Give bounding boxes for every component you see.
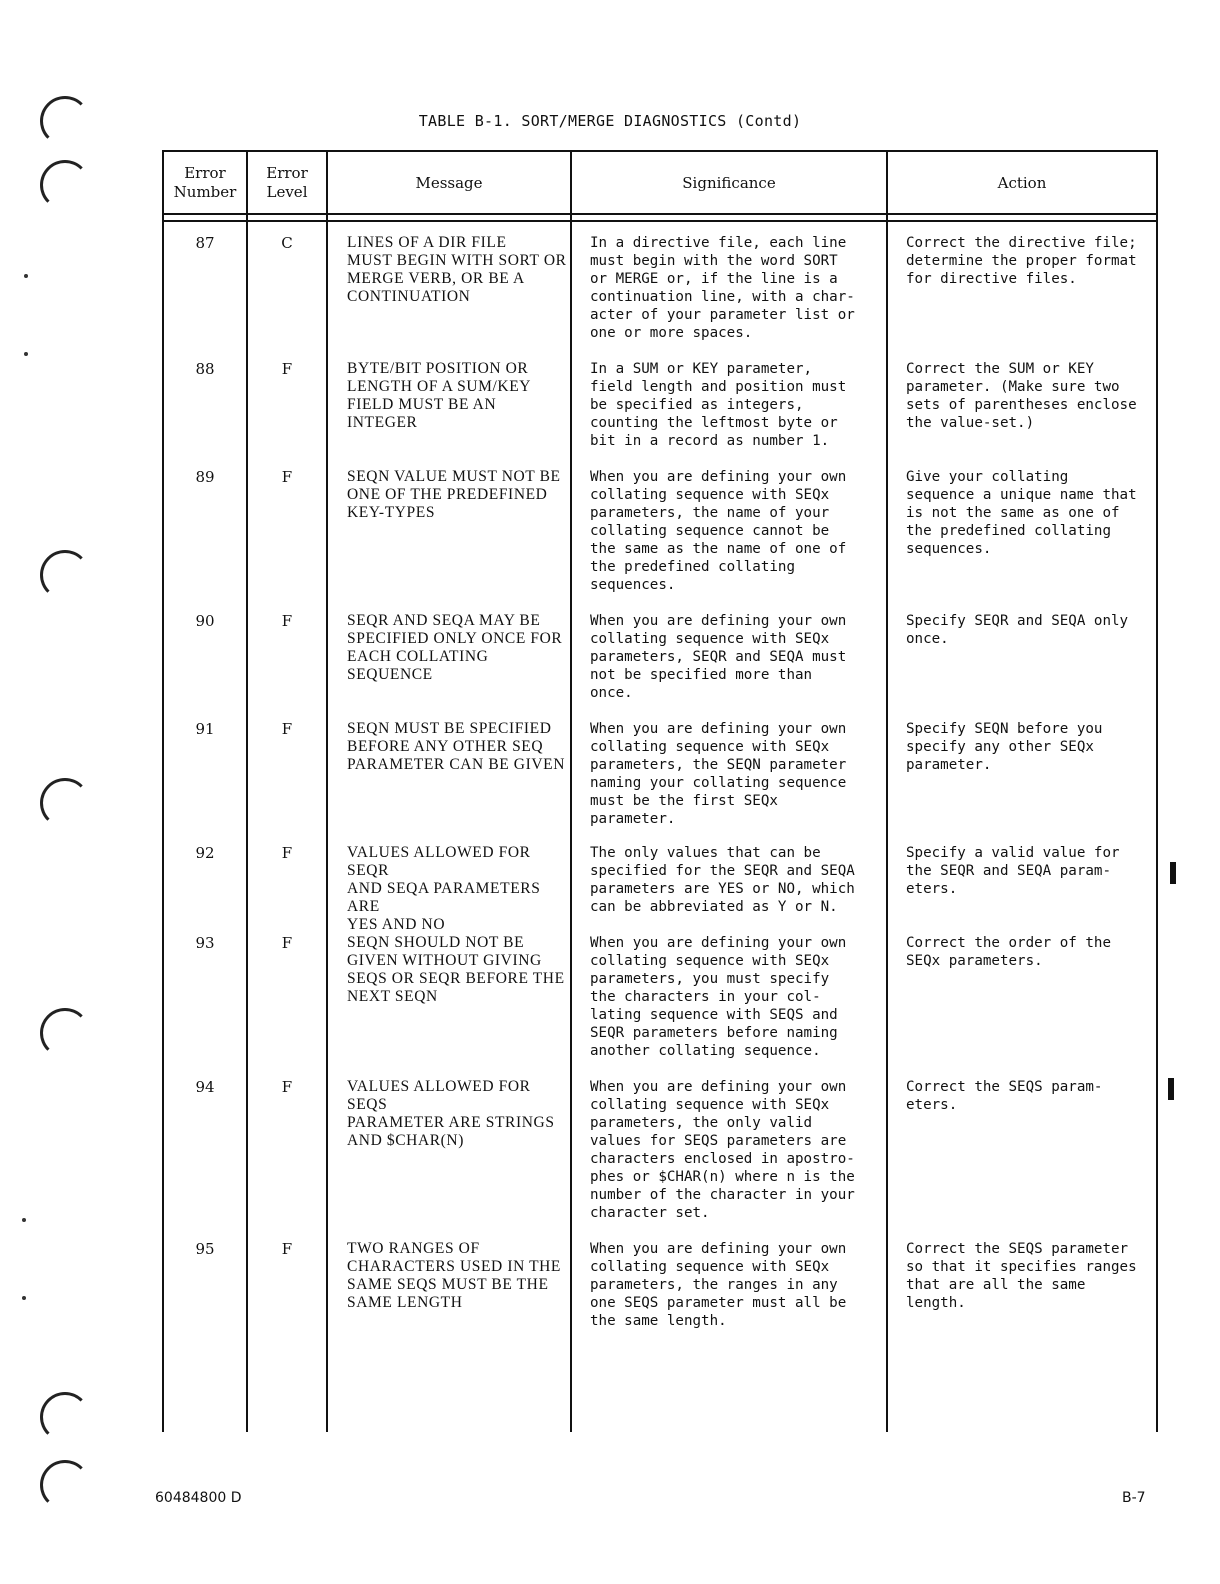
header-significance: Significance (682, 173, 776, 192)
error-message: SEQN SHOULD NOT BE GIVEN WITHOUT GIVING SEQS OR SEQR BEFORE THE NEXT SEQN (347, 934, 565, 1005)
table-title: TABLE B-1. SORT/MERGE DIAGNOSTICS (Contd) (418, 112, 802, 130)
error-significance: In a directive file, each line must begin with the word SORT or MERGE or, if the line is a continuation line, with a char- acter of your parameter list or one or more spaces. (590, 235, 855, 341)
error-number: 90 (195, 612, 215, 630)
change-bar (1170, 862, 1176, 884)
error-level: F (281, 720, 293, 738)
error-level: C (281, 234, 293, 252)
header-action: Action (997, 173, 1047, 192)
error-significance: In a SUM or KEY parameter, field length and position must be specified as integers, counting the leftmost byte or bit in a record as number 1. (590, 361, 847, 449)
error-number: 92 (195, 844, 215, 862)
publication-number: 60484800 D (155, 1490, 242, 1506)
error-level: F (281, 612, 293, 630)
error-significance: When you are defining your own collating sequence with SEQx parameters, the ranges in any one SEQS parameter must all be the same length. (590, 1241, 847, 1329)
scan-dot (22, 1218, 26, 1222)
error-action: Specify a valid value for the SEQR and SEQA param- eters. (906, 845, 1120, 897)
error-action: Correct the SEQS param- eters. (906, 1079, 1103, 1113)
error-action: Specify SEQR and SEQA only once. (906, 613, 1129, 647)
error-message: SEQN MUST BE SPECIFIED BEFORE ANY OTHER SEQ PARAMETER CAN BE GIVEN (347, 720, 566, 773)
error-action: Give your collating sequence a unique name that is not the same as one of the predefined collating sequences. (906, 469, 1137, 557)
change-bar (1168, 1078, 1174, 1100)
header-error-number: Error Number (173, 164, 237, 201)
error-significance: The only values that can be specified for the SEQR and SEQA parameters are YES or NO, which can be abbreviated as Y or N. (590, 845, 855, 915)
error-level: F (281, 1078, 293, 1096)
scan-dot (22, 1296, 26, 1300)
error-number: 93 (195, 934, 215, 952)
error-significance: When you are defining your own collating sequence with SEQx parameters, SEQR and SEQA must not be specified more than once. (590, 613, 847, 701)
column-divider (1156, 150, 1158, 1432)
punch-hole (40, 778, 90, 828)
error-message: VALUES ALLOWED FOR SEQS PARAMETER ARE STRINGS AND $CHAR(N) (347, 1078, 555, 1149)
error-action: Specify SEQN before you specify any other SEQx parameter. (906, 721, 1103, 773)
error-number: 95 (195, 1240, 215, 1258)
error-level: F (281, 1240, 293, 1258)
error-level: F (281, 934, 293, 952)
punch-hole (40, 1460, 90, 1510)
page-number: B-7 (1122, 1490, 1146, 1506)
error-message: TWO RANGES OF CHARACTERS USED IN THE SAME SEQS MUST BE THE SAME LENGTH (347, 1240, 561, 1311)
header-rule-double (162, 220, 1158, 222)
error-number: 88 (195, 360, 215, 378)
column-divider (570, 150, 572, 1432)
error-message: VALUES ALLOWED FOR SEQR AND SEQA PARAMETERS ARE YES AND NO (347, 844, 541, 933)
error-message: BYTE/BIT POSITION OR LENGTH OF A SUM/KEY FIELD MUST BE AN INTEGER (347, 360, 532, 431)
header-error-level: Error Level (266, 164, 308, 201)
error-action: Correct the SUM or KEY parameter. (Make sure two sets of parentheses enclose the value-set.) (906, 361, 1137, 431)
error-action: Correct the order of the SEQx parameters. (906, 935, 1111, 969)
table-top-border (162, 150, 1158, 152)
error-significance: When you are defining your own collating sequence with SEQx parameters, the SEQN parameter naming your collating sequence must be the first SEQx parameter. (590, 721, 847, 827)
header-message: Message (415, 173, 483, 192)
error-significance: When you are defining your own collating sequence with SEQx parameters, the only valid values for SEQS parameters are characters enclosed in apostro- phes or $CHAR(n) where n is the number of the character in your character set. (590, 1079, 855, 1221)
column-divider (326, 150, 328, 1432)
error-message: SEQN VALUE MUST NOT BE ONE OF THE PREDEFINED KEY-TYPES (347, 468, 561, 521)
error-level: F (281, 468, 293, 486)
header-rule (162, 213, 1158, 215)
error-action: Correct the SEQS parameter so that it specifies ranges that are all the same length. (906, 1241, 1137, 1311)
diagnostics-table (162, 150, 1158, 1432)
error-number: 87 (195, 234, 215, 252)
error-action: Correct the directive file; determine the proper format for directive files. (906, 235, 1137, 287)
punch-hole (40, 1392, 90, 1442)
error-number: 94 (195, 1078, 215, 1096)
error-message: LINES OF A DIR FILE MUST BEGIN WITH SORT OR MERGE VERB, OR BE A CONTINUATION (347, 234, 567, 305)
scan-dot (24, 352, 28, 356)
punch-hole (40, 1008, 90, 1058)
error-level: F (281, 844, 293, 862)
scan-dot (24, 274, 28, 278)
punch-hole (40, 550, 90, 600)
error-number: 91 (195, 720, 215, 738)
error-message: SEQR AND SEQA MAY BE SPECIFIED ONLY ONCE FOR EACH COLLATING SEQUENCE (347, 612, 563, 683)
error-significance: When you are defining your own collating sequence with SEQx parameters, the name of your collating sequence cannot be the same as the name of one of the predefined collating sequences. (590, 469, 847, 593)
error-significance: When you are defining your own collating sequence with SEQx parameters, you must specify the characters in your col- lating sequence with SEQS and SEQR parameters before naming another collating sequence. (590, 935, 847, 1059)
error-number: 89 (195, 468, 215, 486)
punch-hole (40, 160, 90, 210)
error-level: F (281, 360, 293, 378)
